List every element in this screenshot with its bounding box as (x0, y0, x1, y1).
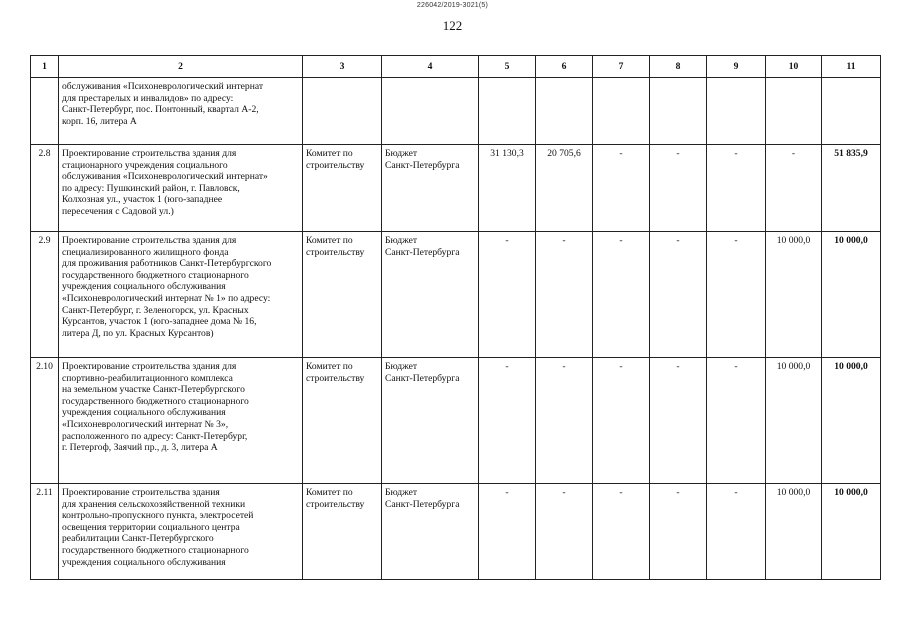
cell-col10: 10 000,0 (766, 358, 822, 484)
cell-col5: - (479, 358, 536, 484)
header-row (31, 56, 881, 78)
document-id: 226042/2019-3021(5) (416, 2, 489, 9)
cell-total: 10 000,0 (822, 484, 881, 580)
description-text: Проектирование строительства здания для хранения сельскохозяйственной техники контрольно-пропускного пункта, электросетей освещения территории социального центра реабилитации Санкт-Петербургского государственного бюджетного стационарного учреждения социального обслуживания (62, 487, 254, 568)
row-agency (303, 78, 382, 145)
column-header: 11 (822, 56, 881, 78)
cell-col6 (536, 78, 593, 145)
table-row (31, 78, 881, 145)
row-number: 2.11 (31, 484, 59, 580)
cell-col9 (707, 78, 766, 145)
column-header: 6 (536, 56, 593, 78)
cell-col5: 31 130,3 (479, 145, 536, 232)
description-text: обслуживания «Психоневрологический интернат для престарелых и инвалидов» по адресу: Санкт-Петербург, пос. Понтонный, квартал А-2, корп. 16, литера А (62, 81, 264, 127)
row-description (59, 78, 303, 145)
description-text: Проектирование строительства здания для стационарного учреждения социального обслуживания «Психоневрологический интернат» по адресу: Пушкинский район, г. Павловск, Колхозная ул., участок 1 (юго-западнее пересечения с Садовой ул.) (62, 148, 268, 217)
cell-col7: - (593, 358, 650, 484)
column-header: 10 (766, 56, 822, 78)
column-header: 4 (382, 56, 479, 78)
table-row (31, 358, 881, 484)
cell-col9: - (707, 484, 766, 580)
cell-col5: - (479, 232, 536, 358)
row-agency (303, 484, 382, 580)
row-number: 2.10 (31, 358, 59, 484)
cell-col6: - (536, 358, 593, 484)
table-row (31, 145, 881, 232)
row-description (59, 484, 303, 580)
cell-col8: - (650, 484, 707, 580)
cell-total (822, 78, 881, 145)
source-text: Бюджет Санкт-Петербурга (385, 487, 460, 510)
agency-text: Комитет по строительству (306, 235, 365, 258)
source-text: Бюджет Санкт-Петербурга (385, 361, 460, 384)
cell-col10: - (766, 145, 822, 232)
cell-col7: - (593, 145, 650, 232)
cell-col7: - (593, 484, 650, 580)
cell-col9: - (707, 232, 766, 358)
column-header: 2 (59, 56, 303, 78)
cell-total: 51 835,9 (822, 145, 881, 232)
cell-col9: - (707, 358, 766, 484)
table-row (31, 232, 881, 358)
row-number: 2.9 (31, 232, 59, 358)
cell-col10 (766, 78, 822, 145)
budget-table (30, 55, 881, 580)
row-number: 2.8 (31, 145, 59, 232)
table-row (31, 484, 881, 580)
row-description (59, 145, 303, 232)
page-number: 122 (442, 18, 463, 33)
column-header: 5 (479, 56, 536, 78)
agency-text: Комитет по строительству (306, 487, 365, 510)
cell-col5 (479, 78, 536, 145)
row-agency (303, 232, 382, 358)
row-description (59, 358, 303, 484)
cell-col7: - (593, 232, 650, 358)
column-header: 1 (31, 56, 59, 78)
row-source (382, 78, 479, 145)
row-number (31, 78, 59, 145)
cell-col6: 20 705,6 (536, 145, 593, 232)
row-source (382, 358, 479, 484)
row-description (59, 232, 303, 358)
cell-total: 10 000,0 (822, 358, 881, 484)
cell-col7 (593, 78, 650, 145)
cell-col5: - (479, 484, 536, 580)
description-text: Проектирование строительства здания для специализированного жилищного фонда для проживания работников Санкт-Петербургского государственного бюджетного стационарного учреждения социального обслуживания «Психоневрологический интернат № 1» по адресу: Санкт-Петербург, г. Зеленогорск, ул. Красных Курсантов, участок 1 (юго-западнее дома № 16, литера Д, по ул. Красных Курсантов) (62, 235, 272, 339)
cell-col9: - (707, 145, 766, 232)
column-header: 9 (707, 56, 766, 78)
row-agency (303, 358, 382, 484)
agency-text: Комитет по строительству (306, 361, 365, 384)
column-header: 3 (303, 56, 382, 78)
cell-col6: - (536, 232, 593, 358)
cell-col8: - (650, 358, 707, 484)
cell-col8: - (650, 232, 707, 358)
cell-col8 (650, 78, 707, 145)
cell-col8: - (650, 145, 707, 232)
column-header: 7 (593, 56, 650, 78)
row-source (382, 145, 479, 232)
column-header: 8 (650, 56, 707, 78)
cell-col6: - (536, 484, 593, 580)
row-source (382, 484, 479, 580)
cell-col10: 10 000,0 (766, 232, 822, 358)
description-text: Проектирование строительства здания для спортивно-реабилитационного комплекса на земельном участке Санкт-Петербургского государственного бюджетного стационарного учреждения социального обслуживания «Психоневрологический интернат № 3», расположенного по адресу: Санкт-Петербург, г. Петергоф, Заячий пр., д. 3, литера А (62, 361, 249, 454)
source-text: Бюджет Санкт-Петербурга (385, 235, 460, 258)
row-source (382, 232, 479, 358)
row-agency (303, 145, 382, 232)
agency-text: Комитет по строительству (306, 148, 365, 171)
cell-col10: 10 000,0 (766, 484, 822, 580)
cell-total: 10 000,0 (822, 232, 881, 358)
source-text: Бюджет Санкт-Петербурга (385, 148, 460, 171)
